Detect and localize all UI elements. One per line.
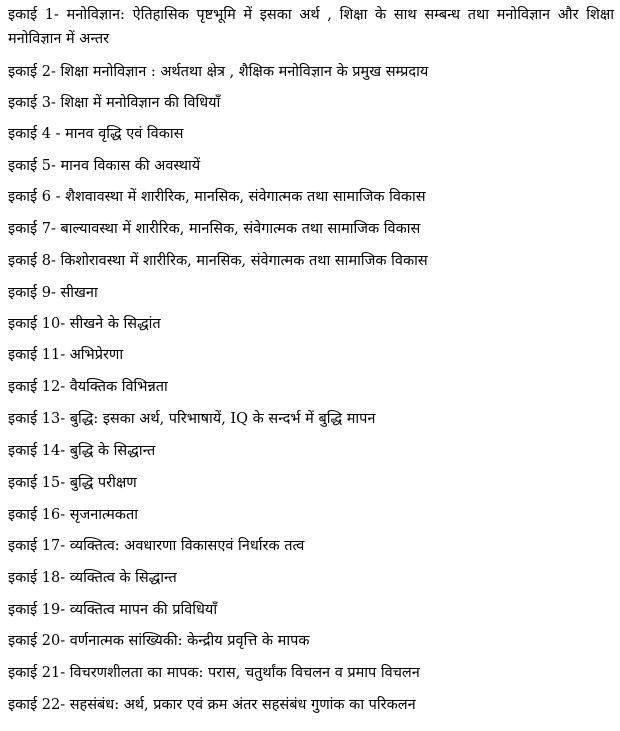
unit-6: इकाई 6 - शैशवावस्था में शारीरिक, मानसिक, संवेगात्मक तथा सामाजिक विकास [8, 189, 426, 205]
unit-18: इकाई 18- व्यक्तित्व के सिद्धान्त [8, 570, 177, 586]
unit-19: इकाई 19- व्यक्तित्व मापन की प्रविधियाँ [8, 602, 218, 618]
unit-3: इकाई 3- शिक्षा में मनोविज्ञान की विधियाँ [8, 95, 221, 111]
unit-8: इकाई 8- किशोरावस्था में शारीरिक, मानसिक, संवेगात्मक तथा सामाजिक विकास [8, 253, 428, 269]
unit-4: इकाई 4 - मानव वृद्धि एवं विकास [8, 126, 184, 142]
unit-9: इकाई 9- सीखना [8, 285, 98, 301]
unit-2: इकाई 2- शिक्षा मनोविज्ञान : अर्थतथा क्षेत्र , शैक्षिक मनोविज्ञान के प्रमुख सम्प्रदाय [8, 64, 429, 80]
unit-5: इकाई 5- मानव विकास की अवस्थायें [8, 158, 201, 174]
unit-21: इकाई 21- विचरणशीलता का मापक: परास, चतुर्थांक विचलन व प्रमाप विचलन [8, 665, 420, 681]
unit-22: इकाई 22- सहसंबंध: अर्थ, प्रकार एवं क्रम अंतर सहसंबंध गुणांक का परिकलन [8, 697, 416, 713]
unit-10: इकाई 10- सीखने के सिद्धांत [8, 316, 161, 332]
unit-11: इकाई 11- अभिप्रेरणा [8, 347, 124, 363]
unit-7: इकाई 7- बाल्यावस्था में शारीरिक, मानसिक, संवेगात्मक तथा सामाजिक विकास [8, 221, 421, 237]
unit-13: इकाई 13- बुद्धि: इसका अर्थ, परिभाषायें, IQ के सन्दर्भ में बुद्धि मापन [8, 411, 376, 427]
unit-15: इकाई 15- बुद्धि परीक्षण [8, 475, 137, 491]
unit-16: इकाई 16- सृजनात्मकता [8, 507, 138, 523]
unit-1: इकाई 1- मनोविज्ञान: ऐतिहासिक पृष्टभूमि में इसका अर्थ , शिक्षा के साथ सम्बन्ध तथा मनोविज्ञान और शिक्षा मनोविज्ञान में अन्तर [8, 7, 614, 47]
unit-12: इकाई 12- वैयक्तिक विभिन्नता [8, 379, 168, 395]
unit-17: इकाई 17- व्यक्तित्व: अवधारणा विकासएवं निर्धारक तत्व [8, 538, 305, 554]
unit-14: इकाई 14- बुद्धि के सिद्धान्त [8, 443, 156, 459]
unit-20: इकाई 20- वर्णनात्मक सांख्यिकी: केन्द्रीय प्रवृत्ति के मापक [8, 633, 310, 649]
